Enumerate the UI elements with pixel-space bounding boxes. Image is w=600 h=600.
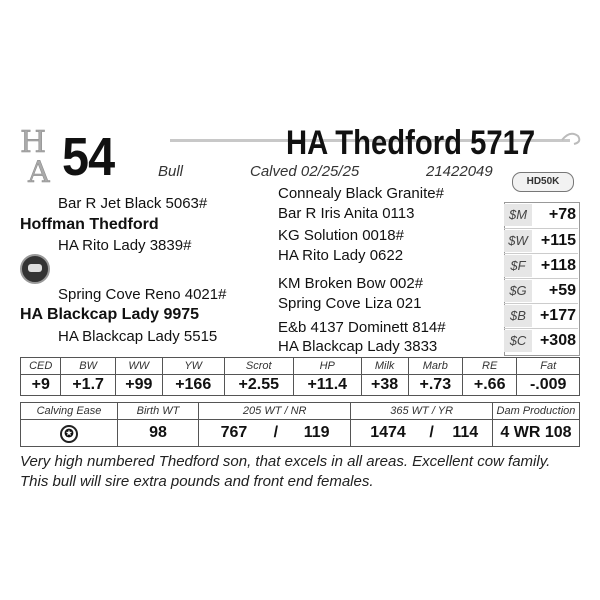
perf-value-row	[21, 420, 580, 447]
pedigree-right-7: E&b 4137 Dominett 814#	[278, 319, 446, 336]
ha-logo-icon	[18, 124, 68, 184]
birth-weight: 98	[118, 420, 199, 447]
index-label: $M	[504, 204, 532, 226]
pedigree-right-2: Bar R Iris Anita 0113	[278, 205, 415, 222]
epd-header: Scrot	[224, 358, 293, 375]
epd-header-row	[21, 358, 580, 375]
index-value: +177	[539, 307, 576, 324]
epd-value-row	[21, 375, 580, 396]
epd-header: Marb	[408, 358, 462, 375]
performance-table	[20, 402, 580, 447]
perf-header-row	[21, 403, 580, 420]
perf-header: Dam Production	[492, 403, 579, 420]
pedigree-right-3: KG Solution 0018#	[278, 227, 404, 244]
hd50k-badge: HD50K	[512, 172, 574, 192]
index-value: +115	[540, 232, 576, 249]
index-value: +78	[548, 206, 576, 223]
breed-seal-icon	[20, 254, 50, 284]
pedigree-right-5: KM Broken Bow 002#	[278, 275, 424, 292]
registration-number: 21422049	[426, 163, 493, 180]
index-value: +59	[548, 282, 576, 299]
index-label: $F	[504, 255, 532, 277]
lot-description: Very high numbered Thedford son, that excels in all areas. Excellent cow family. This bull will sire extra pounds and front end females.	[20, 453, 551, 490]
epd-value: +9	[21, 375, 61, 396]
pedigree-right-4: HA Rito Lady 0622	[278, 247, 404, 264]
perf-header: 365 WT / YR	[351, 403, 493, 420]
star-circle-icon: ✪	[60, 425, 78, 443]
calving-ease-cell	[21, 420, 118, 447]
rope-end-icon	[558, 128, 584, 150]
calved-date: Calved 02/25/25	[250, 163, 360, 180]
pedigree-right-1: Connealy Black Granite#	[278, 185, 444, 202]
epd-value: +.73	[408, 375, 462, 396]
pedigree-sire: Hoffman Thedford	[20, 216, 159, 233]
epd-header: RE	[463, 358, 517, 375]
lot-number: 54	[62, 127, 115, 187]
epd-value: +38	[361, 375, 408, 396]
separator: /	[425, 420, 439, 447]
index-value: +118	[540, 257, 576, 274]
pedigree-right-8: HA Blackcap Lady 3833	[278, 338, 438, 355]
epd-header: YW	[162, 358, 224, 375]
weaning-ratio: 119	[283, 420, 351, 447]
index-label: $B	[504, 305, 532, 327]
perf-header: Calving Ease	[21, 403, 118, 420]
weaning-weight: 767	[199, 420, 269, 447]
epd-header: WW	[115, 358, 162, 375]
yearling-ratio: 114	[439, 420, 493, 447]
epd-header: Fat	[517, 358, 580, 375]
index-label: $G	[504, 280, 532, 302]
index-row-b	[504, 303, 578, 328]
index-row-c	[504, 328, 578, 353]
epd-value: +11.4	[293, 375, 361, 396]
index-row-m	[504, 203, 578, 227]
epd-header: CED	[21, 358, 61, 375]
index-value: +308	[539, 332, 576, 349]
epd-value: +2.55	[224, 375, 293, 396]
index-row-f	[504, 253, 578, 278]
epd-table	[20, 357, 580, 396]
perf-header: Birth WT	[118, 403, 199, 420]
animal-name: HA Thedford 5717	[286, 124, 536, 162]
pedigree-dam-sire: Spring Cove Reno 4021#	[58, 286, 227, 303]
index-label: $W	[504, 230, 532, 252]
separator: /	[269, 420, 283, 447]
yearling-weight: 1474	[351, 420, 425, 447]
perf-header: 205 WT / NR	[199, 403, 351, 420]
pedigree-sire-dam: HA Rito Lady 3839#	[58, 237, 192, 254]
epd-header: HP	[293, 358, 361, 375]
index-label: $C	[504, 330, 532, 352]
pedigree-dam: HA Blackcap Lady 9975	[20, 306, 200, 323]
epd-value: +.66	[463, 375, 517, 396]
index-row-g	[504, 278, 578, 303]
epd-value: +99	[115, 375, 162, 396]
epd-header: Milk	[361, 358, 408, 375]
epd-value: +1.7	[61, 375, 115, 396]
pedigree-dam-dam: HA Blackcap Lady 5515	[58, 328, 218, 345]
pedigree-sire-sire: Bar R Jet Black 5063#	[58, 195, 208, 212]
svg-text:H: H	[20, 125, 47, 160]
sex-label: Bull	[158, 163, 184, 180]
epd-value: +166	[162, 375, 224, 396]
svg-text:A: A	[28, 155, 50, 184]
index-row-w	[504, 228, 578, 253]
dam-production: 4 WR 108	[492, 420, 579, 447]
epd-value: -.009	[517, 375, 580, 396]
epd-header: BW	[61, 358, 115, 375]
pedigree-right-6: Spring Cove Liza 021	[278, 295, 422, 312]
